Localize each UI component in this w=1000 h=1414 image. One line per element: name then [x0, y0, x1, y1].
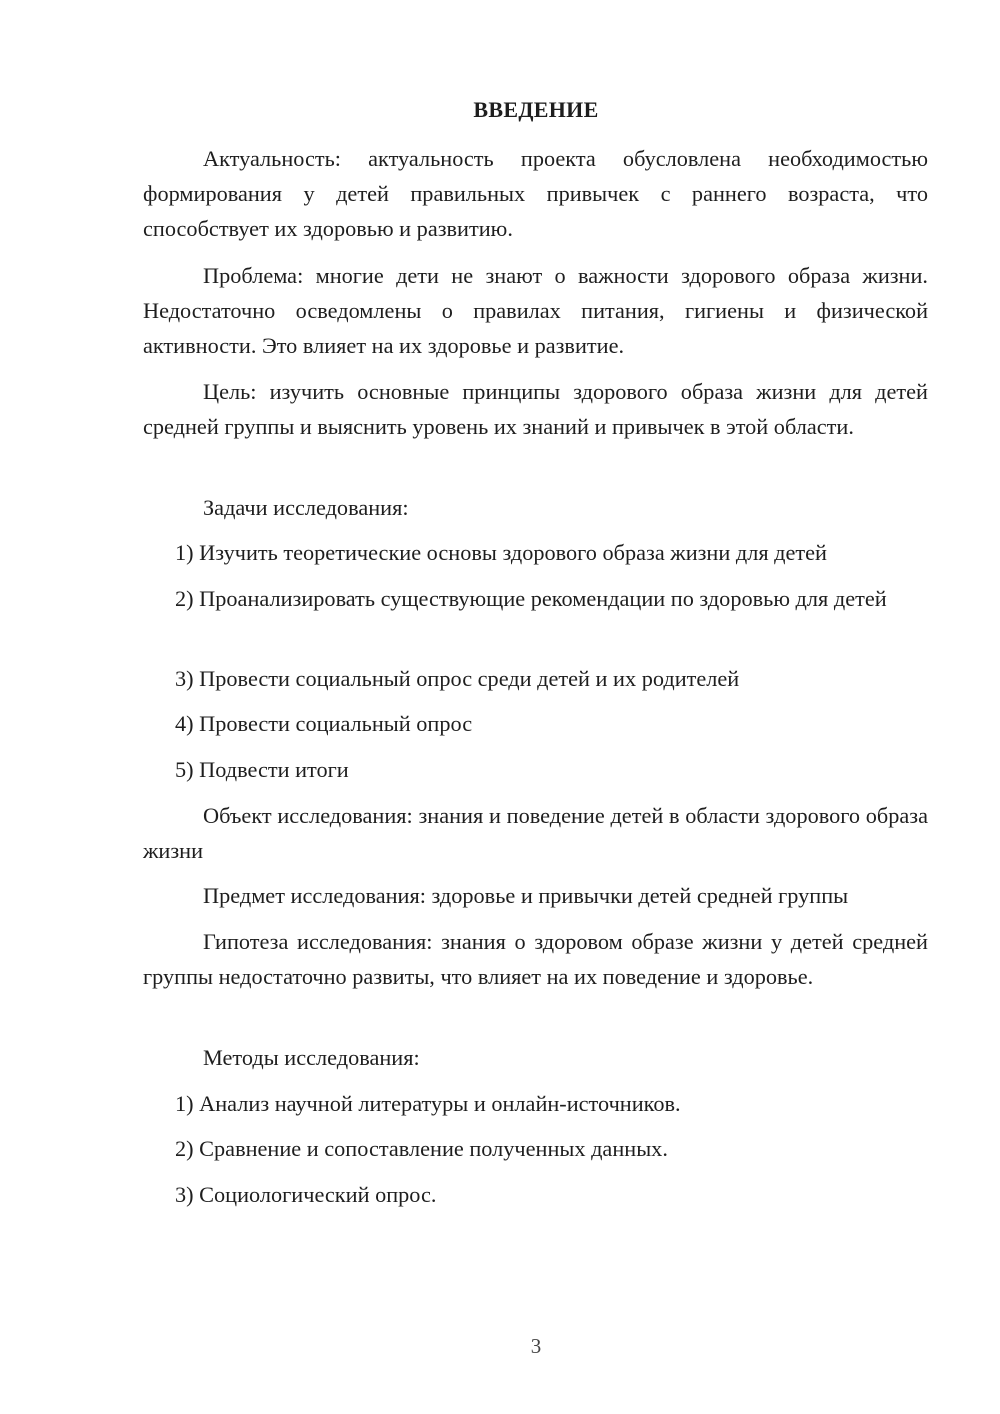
problem-paragraph: Проблема: многие дети не знают о важности здорового образа жизни. Недостаточно осведомлены о правилах питания, гигиены и физической активности. Это влияет на их здоровье и развитие.: [143, 263, 928, 358]
task-item-4: 4) Провести социальный опрос: [175, 711, 473, 736]
tasks-heading: Задачи исследования:: [203, 495, 409, 520]
method-item-3: 3) Социологический опрос.: [175, 1182, 437, 1207]
relevance-paragraph: Актуальность: актуальность проекта обусловлена необходимостью формирования у детей правильных привычек с раннего возраста, что способствует их здоровью и развитию.: [143, 146, 928, 241]
subject-paragraph: Предмет исследования: здоровье и привычки детей средней группы: [203, 883, 849, 908]
method-item-2: 2) Сравнение и сопоставление полученных данных.: [175, 1136, 668, 1161]
section-title: ВВЕДЕНИЕ: [473, 97, 599, 122]
task-item-1: 1) Изучить теоретические основы здорового образа жизни для детей: [175, 540, 827, 565]
method-item-1: 1) Анализ научной литературы и онлайн-источников.: [175, 1091, 681, 1116]
object-paragraph: Объект исследования: знания и поведение детей в области здорового образа жизни: [143, 803, 928, 863]
task-item-2: 2) Проанализировать существующие рекомендации по здоровью для детей: [175, 586, 887, 611]
task-item-5: 5) Подвести итоги: [175, 757, 349, 782]
hypothesis-paragraph: Гипотеза исследования: знания о здоровом образе жизни у детей средней группы недостаточно развиты, что влияет на их поведение и здоровье.: [143, 929, 928, 989]
task-item-3: 3) Провести социальный опрос среди детей и их родителей: [175, 666, 740, 691]
goal-paragraph: Цель: изучить основные принципы здорового образа жизни для детей средней группы и выяснить уровень их знаний и привычек в этой области.: [143, 379, 928, 439]
page-number: 3: [530, 1334, 542, 1358]
methods-heading: Методы исследования:: [203, 1045, 420, 1070]
